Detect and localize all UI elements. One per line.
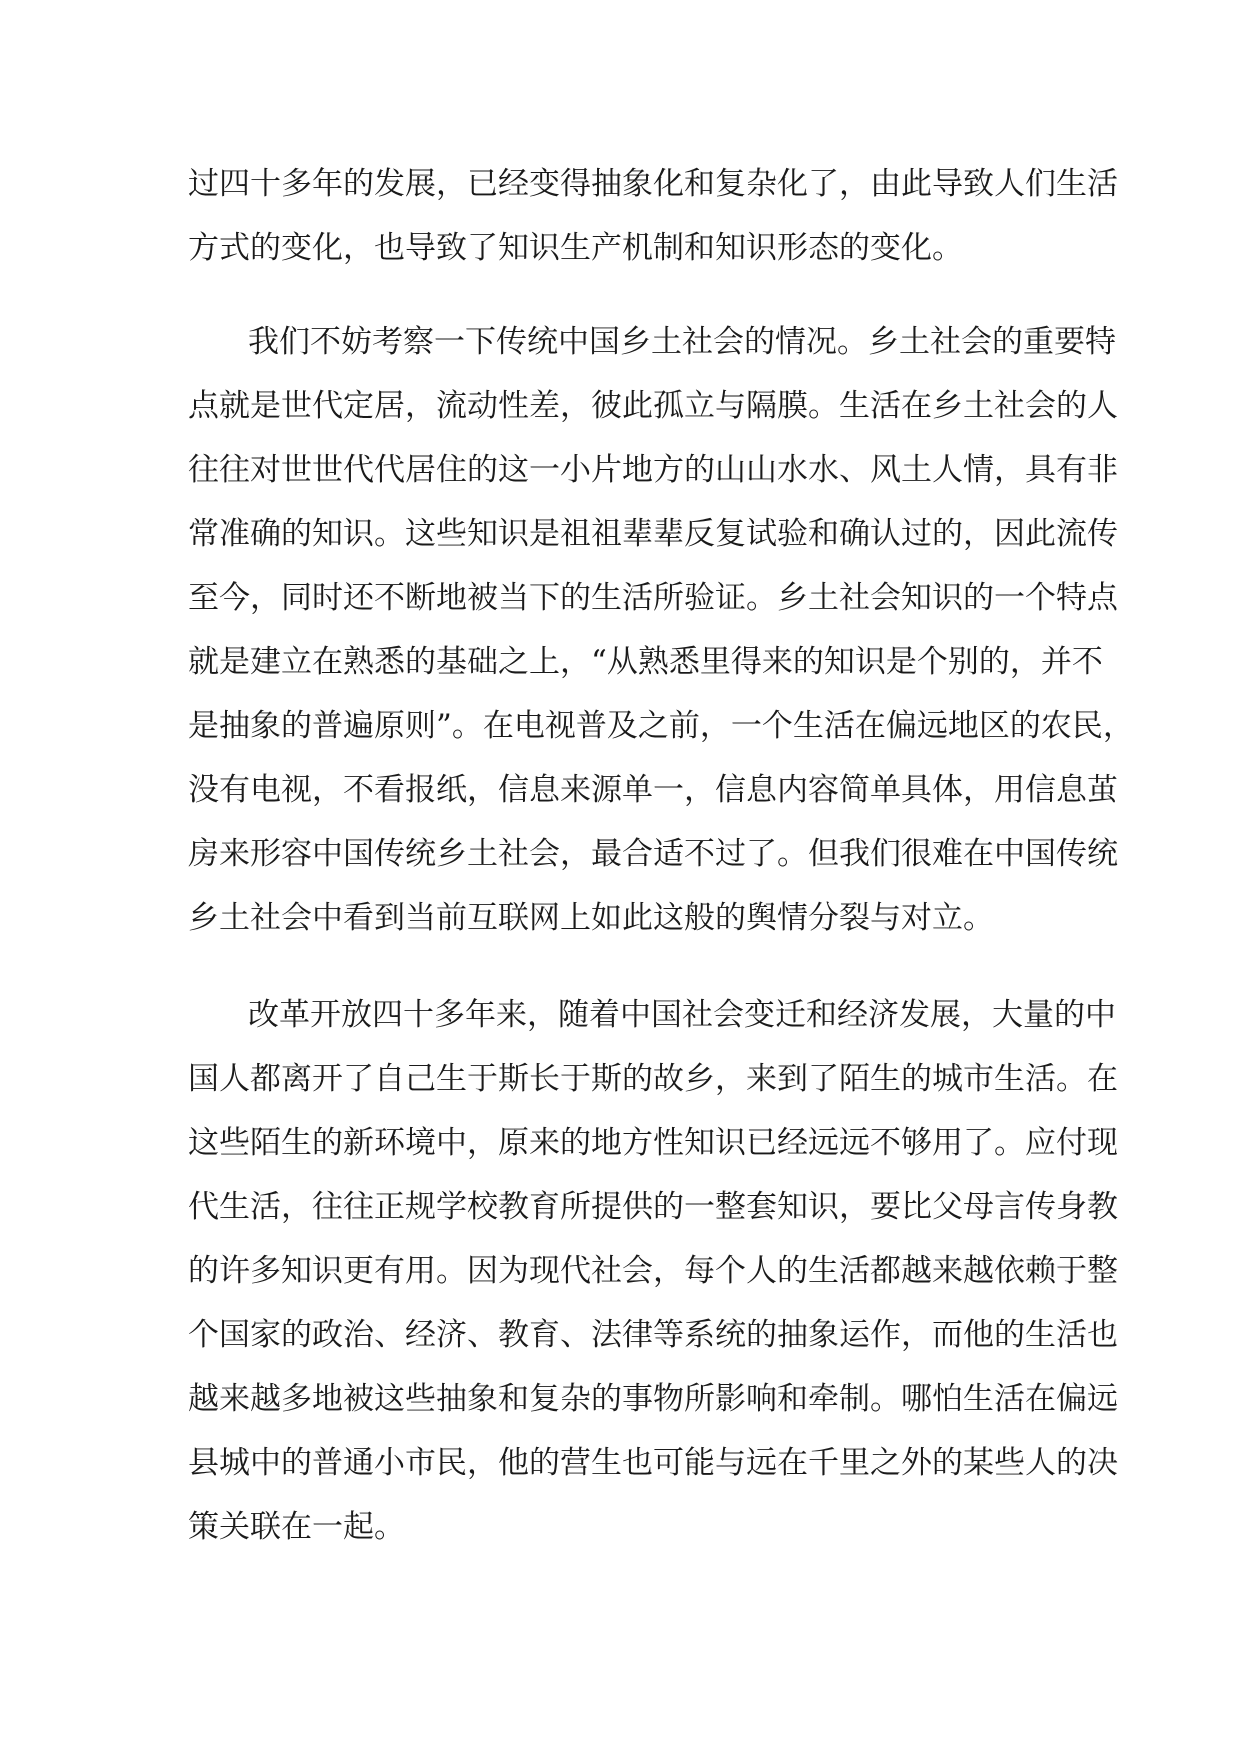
- paragraph-line: 乡土社会中看到当前互联网上如此这般的舆情分裂与对立。: [188, 900, 994, 936]
- paragraph-line: 这些陌生的新环境中，原来的地方性知识已经远远不够用了。应付现: [188, 1125, 1118, 1161]
- paragraph-line: 越来越多地被这些抽象和复杂的事物所影响和牵制。哪怕生活在偏远: [188, 1381, 1118, 1417]
- paragraph-line: 房来形容中国传统乡土社会，最合适不过了。但我们很难在中国传统: [188, 836, 1118, 872]
- paragraph-line: 方式的变化，也导致了知识生产机制和知识形态的变化。: [188, 230, 963, 266]
- paragraph-line: 我们不妨考察一下传统中国乡土社会的情况。乡土社会的重要特: [248, 324, 1116, 360]
- paragraph-line: 点就是世代定居，流动性差，彼此孤立与隔膜。生活在乡土社会的人: [188, 388, 1118, 424]
- paragraph-3: [188, 983, 1118, 1559]
- paragraph-line: 县城中的普通小市民，他的营生也可能与远在千里之外的某些人的决: [188, 1445, 1118, 1481]
- paragraph-1: [188, 152, 1118, 280]
- paragraph-line: 改革开放四十多年来，随着中国社会变迁和经济发展，大量的中: [248, 997, 1116, 1033]
- paragraph-2: [188, 310, 1134, 950]
- paragraph-line: 策关联在一起。: [188, 1509, 405, 1545]
- paragraph-line: 常准确的知识。这些知识是祖祖辈辈反复试验和确认过的，因此流传: [188, 516, 1118, 552]
- paragraph-line: 国人都离开了自己生于斯长于斯的故乡，来到了陌生的城市生活。在: [188, 1061, 1118, 1097]
- paragraph-line: 个国家的政治、经济、教育、法律等系统的抽象运作，而他的生活也: [188, 1317, 1118, 1353]
- paragraph-line: 是抽象的普遍原则”。在电视普及之前，一个生活在偏远地区的农民，: [188, 708, 1134, 744]
- paragraph-line: 往往对世世代代居住的这一小片地方的山山水水、风土人情，具有非: [188, 452, 1118, 488]
- paragraph-line: 的许多知识更有用。因为现代社会，每个人的生活都越来越依赖于整: [188, 1253, 1118, 1289]
- paragraph-line: 没有电视，不看报纸，信息来源单一，信息内容简单具体，用信息茧: [188, 772, 1118, 808]
- paragraph-line: 过四十多年的发展，已经变得抽象化和复杂化了，由此导致人们生活: [188, 166, 1118, 202]
- paragraph-line: 就是建立在熟悉的基础之上，“从熟悉里得来的知识是个别的，并不: [188, 644, 1103, 680]
- paragraph-line: 至今，同时还不断地被当下的生活所验证。乡土社会知识的一个特点: [188, 580, 1118, 616]
- paragraph-line: 代生活，往往正规学校教育所提供的一整套知识，要比父母言传身教: [188, 1189, 1118, 1225]
